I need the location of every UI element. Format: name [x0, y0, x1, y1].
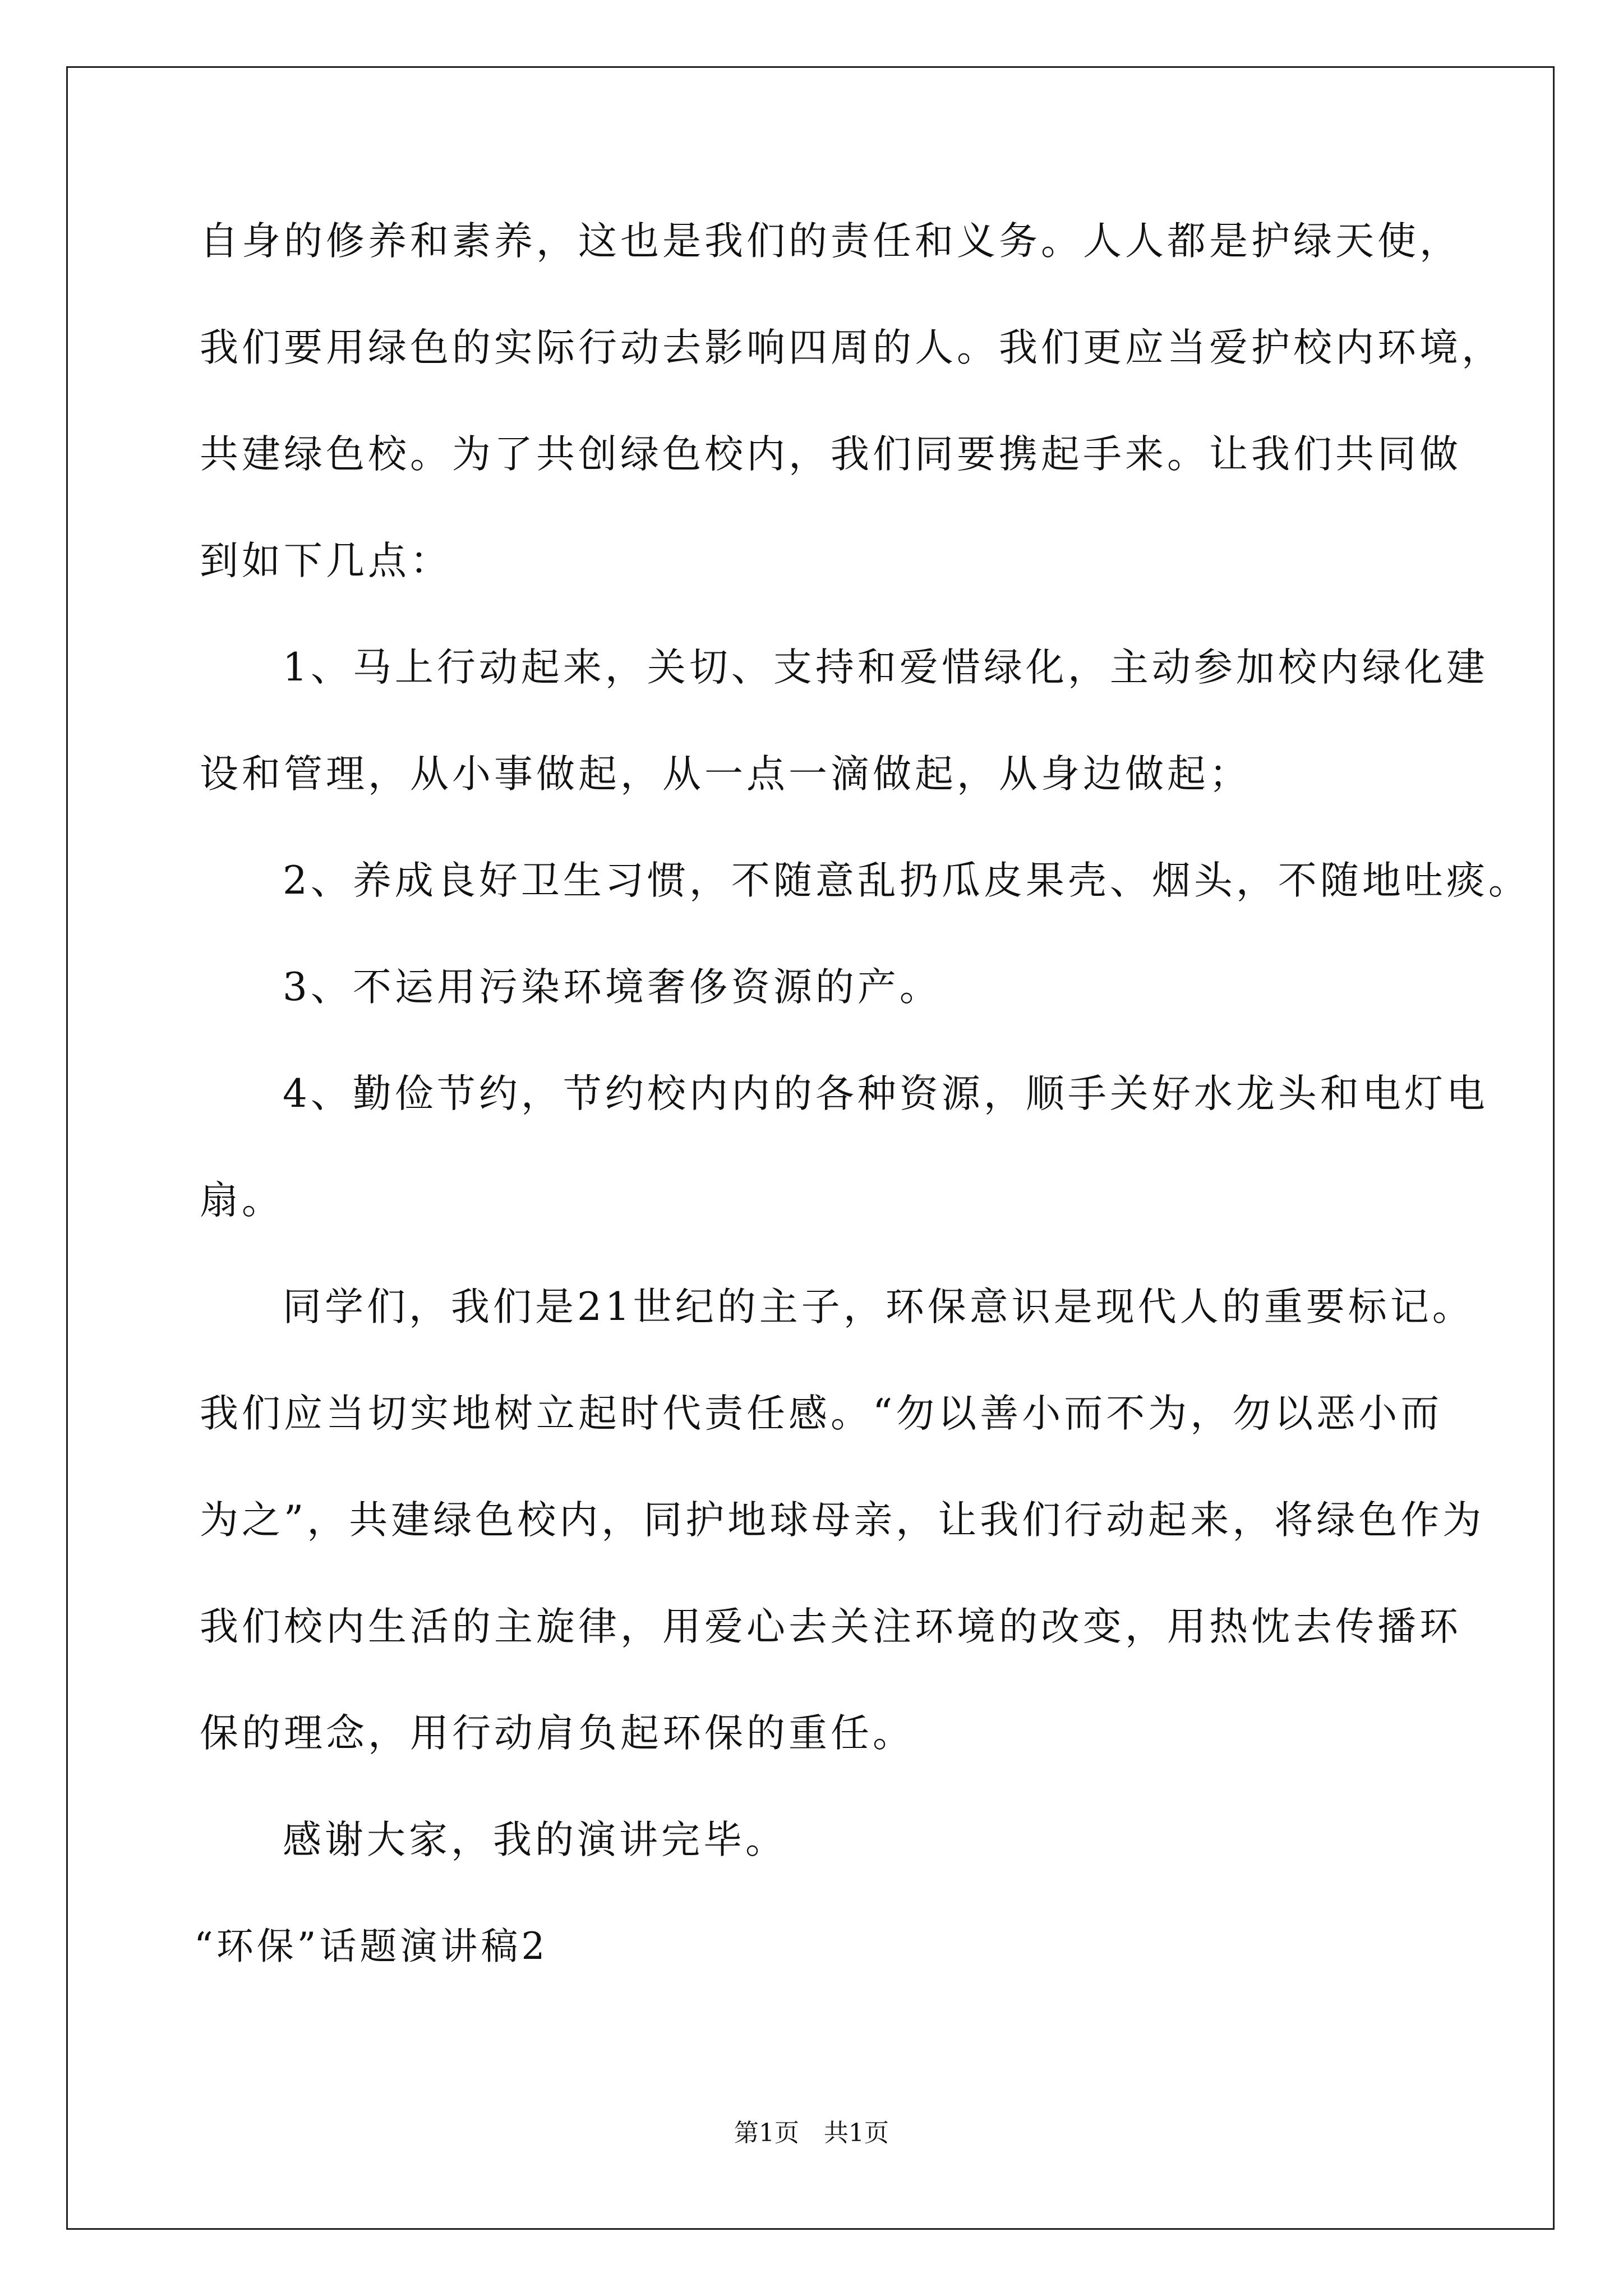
closing-line: 感谢大家，我的演讲完毕。 — [283, 1818, 787, 1862]
text-line: 到如下几点： — [200, 539, 452, 583]
text-line: 我们校内生活的主旋律，用爱心去关注环境的改变，用热忱去传播环 — [200, 1604, 1461, 1649]
text-line: 扇。 — [200, 1178, 284, 1223]
text-line: 保的理念，用行动肩负起环保的重任。 — [200, 1711, 915, 1756]
text-line: 为之”，共建绿色校内，同护地球母亲，让我们行动起来，将绿色作为 — [200, 1498, 1485, 1543]
text-line: 设和管理，从小事做起，从一点一滴做起，从身边做起； — [200, 752, 1251, 797]
paragraph-start: 同学们，我们是21世纪的主子，环保意识是现代人的重要标记。 — [283, 1285, 1474, 1329]
page-footer: 第1页 共1页 — [734, 2119, 889, 2147]
section-heading: “环保”话题演讲稿2 — [194, 1925, 548, 1968]
list-item-1: 1、马上行动起来，关切、支持和爱惜绿化，主动参加校内绿化建 — [283, 645, 1488, 690]
text-line: 我们应当切实地树立起时代责任感。“勿以善小而不为，勿以恶小而 — [200, 1391, 1443, 1436]
page-border — [66, 66, 1555, 2230]
text-line: 共建绿色校。为了共创绿色校内，我们同要携起手来。让我们共同做 — [200, 432, 1461, 477]
list-item-4: 4、勤俭节约，节约校内内的各种资源，顺手关好水龙头和电灯电 — [283, 1071, 1488, 1116]
list-item-3: 3、不运用污染环境奢侈资源的产。 — [283, 965, 942, 1010]
text-line: 自身的修养和素养，这也是我们的责任和义务。人人都是护绿天使， — [200, 219, 1461, 264]
text-line: 我们要用绿色的实际行动去影响四周的人。我们更应当爱护校内环境， — [200, 325, 1504, 370]
list-item-2: 2、养成良好卫生习惯，不随意乱扔瓜皮果壳、烟头，不随地吐痰。 — [283, 858, 1530, 903]
